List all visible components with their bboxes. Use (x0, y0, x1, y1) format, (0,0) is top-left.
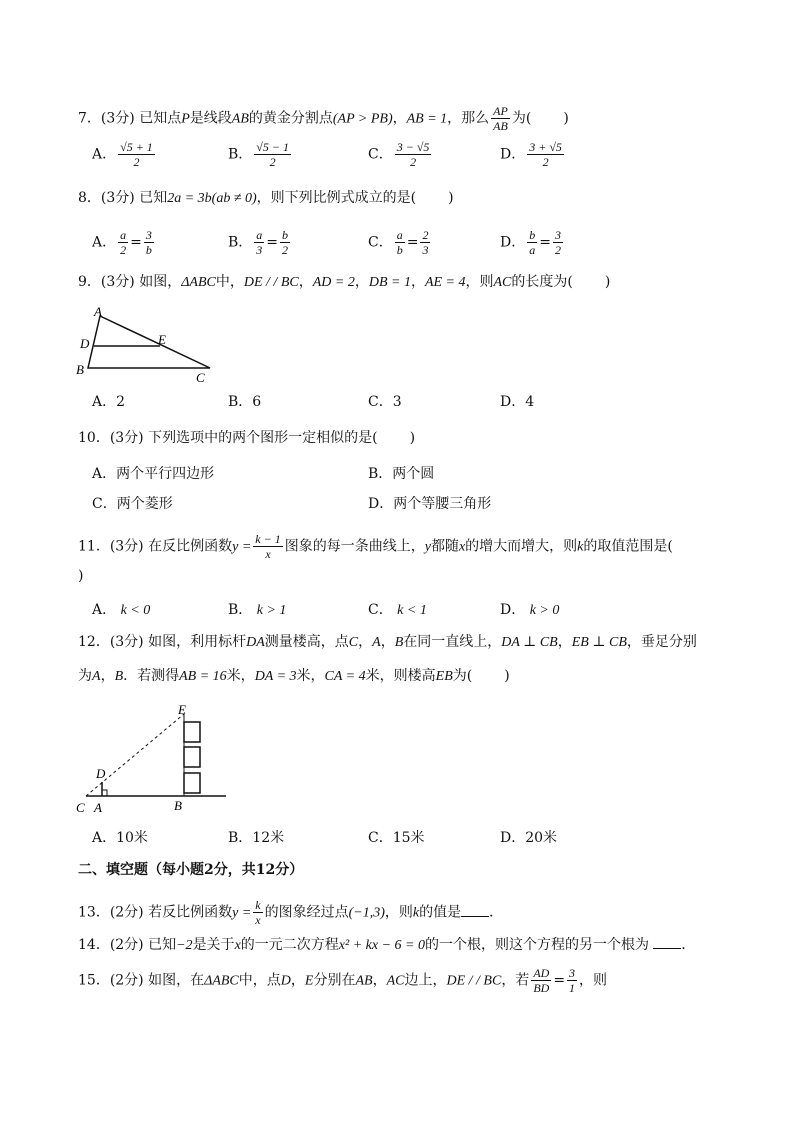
q12-perp1: DA ⊥ CB (501, 635, 558, 650)
q8-num: b (282, 228, 289, 242)
q8-num: b (529, 228, 536, 242)
q12-a2: A (92, 669, 101, 684)
q9-label-c: C (196, 370, 205, 385)
q8-num: a (120, 228, 127, 242)
q12-label-d: D (96, 766, 106, 781)
q12-m1: 米， (226, 668, 255, 684)
q12-l2-prefix: 为 (78, 668, 92, 684)
q7-condition: (AP > PB) (332, 111, 393, 127)
q7-option-c[interactable] (368, 140, 433, 169)
q12-da: DA (246, 635, 265, 650)
q7-text2: 的黄金分割点 (248, 110, 333, 127)
q8-option-a[interactable]: A． $\frac{a}{2}$ = $\frac{3}{b}$ (92, 228, 152, 257)
question-15: 15．(2分) 如图，在ΔABC中，点D，E分别在AB，AC边上，DE / / BC，若 $\frac{AD}{BD}$ = $\frac{3}{1}$ ，则 (78, 966, 608, 995)
q12-prefix: 12．(3分) 如图，利用标杆 (78, 634, 247, 650)
q11-fraction (253, 532, 282, 561)
q8-prefix: 8．(3分) 已知 (78, 190, 168, 206)
question-11-stem (78, 532, 673, 561)
q11-opt-letter: B． (228, 602, 253, 618)
q9-triangle-figure (74, 300, 224, 386)
q12-option-c[interactable]: C．15米 (368, 830, 425, 846)
q9-mid: 中， (215, 274, 244, 290)
q13-point: (−1,3) (348, 905, 385, 921)
q7-opt-frac (395, 140, 432, 169)
q8-den: 2 (282, 243, 289, 257)
q12-building-figure (72, 700, 232, 820)
q13-fraction (253, 898, 262, 927)
q15-num: AD (533, 966, 550, 980)
q13-y: y = (232, 905, 252, 921)
q8-den: a (529, 243, 536, 257)
q12-b: B (394, 635, 404, 650)
q13-tail: 的值是 (419, 904, 462, 921)
q10-stem-text: 10．(3分) 下列选项中的两个图形一定相似的是( (78, 430, 378, 446)
q14-mid: 是关于 (192, 937, 235, 953)
q11-opt-letter: D． (500, 602, 526, 618)
q15-triangle: ΔABC (204, 973, 239, 989)
q9-ac: AC (493, 275, 512, 290)
q7-frac-den: AB (493, 119, 508, 133)
q12-sight-line (86, 714, 184, 796)
q9-prefix: 9．(3分) 如图， (78, 274, 182, 290)
q8-den: 3 (422, 243, 429, 257)
q13-end: ． (489, 904, 504, 921)
q7-option-a[interactable] (92, 140, 157, 169)
q7-opt-num: 3 + √5 (529, 140, 562, 154)
q9-close: ) (604, 274, 611, 290)
q15-mid4: ，若 (501, 972, 530, 989)
question-12-line1: 12．(3分) 如图，利用标杆DA测量楼高，点C，A，B在同一直线上，DA ⊥ CB，EB ⊥ CB，垂足分别 (78, 634, 697, 650)
q12-window-3 (184, 773, 200, 793)
q12-close: ) (504, 668, 510, 684)
q8-opt-rfrac (280, 228, 290, 257)
q15-tail: ，则 (579, 972, 608, 989)
q8-tail: ，则下列比例式成立的是( (256, 190, 417, 206)
q11-opt-math: k > 1 (256, 603, 287, 618)
q8-den: 2 (554, 243, 561, 257)
q13-num: k (255, 898, 261, 912)
q12-l1a: 测量楼高，点 (264, 634, 349, 650)
q7-tail: 为( (511, 110, 532, 127)
q9-ae: AE = 4 (424, 275, 466, 290)
q7-opt-den: 2 (269, 155, 276, 169)
question-14 (78, 934, 695, 956)
q12-window-2 (184, 747, 200, 767)
q14-equation: x² + kx − 6 = 0 (338, 938, 425, 953)
question-7-stem: 7．(3分) 已知点P是线段AB的黄金分割点(AP > PB)，AB = 1，那么 $\frac{AP}{AB}$ 为( ) (78, 104, 569, 133)
q12-option-b[interactable]: B．12米 (228, 830, 285, 846)
q8-den: b (396, 243, 403, 257)
q8-num: a (396, 228, 403, 242)
q13-kv: k (412, 905, 420, 921)
q15-prefix: 15．(2分) 如图，在 (78, 972, 205, 989)
q7-prefix: 7．(3分) 已知点 (78, 110, 182, 127)
q8-expr: 2a = 3b(ab ≠ 0) (167, 191, 257, 206)
q8-den: 2 (120, 243, 127, 257)
q11-y: y = (232, 539, 252, 555)
q11-yv: y (424, 539, 431, 555)
q7-segment: AB (231, 111, 249, 127)
q15-rden: 1 (569, 981, 576, 995)
q11-opt-math: k < 0 (120, 603, 151, 618)
q7-opt-letter: A． (92, 146, 117, 163)
q14-val: −2 (176, 938, 193, 953)
q12-ab16: AB = 16 (179, 669, 227, 684)
q11-kv: k (577, 539, 584, 555)
q7-opt-den: 2 (542, 155, 549, 169)
q8-num: 3 (554, 228, 561, 242)
q9-option-a[interactable]: A．2 (92, 394, 126, 410)
q15-mid2: 分别在 (313, 972, 356, 989)
q15-e: E (304, 973, 314, 989)
q14-prefix: 14．(2分) 已知 (78, 937, 177, 953)
q13-mid2: ，则 (384, 904, 413, 921)
q11-opt-math: k < 1 (397, 603, 427, 618)
q9-option-b[interactable]: B．6 (228, 394, 262, 410)
q10-option-b[interactable]: B．两个圆 (368, 466, 435, 482)
q9-option-c[interactable]: C．3 (368, 394, 402, 410)
q12-ca4: CA = 4 (324, 669, 366, 684)
q11-opt-math: k > 0 (529, 603, 560, 618)
q12-window-1 (184, 722, 200, 742)
q15-mid: 中，点 (238, 972, 281, 989)
q9-db: DB = 1 (368, 275, 411, 290)
q9-ad: AD = 2 (312, 275, 355, 290)
q12-label-e: E (178, 702, 186, 717)
q7-opt-letter: C． (368, 146, 393, 163)
q8-opt-letter: A． (92, 234, 117, 251)
q7-frac-num: AP (493, 104, 508, 118)
q14-tail: 的一个根，则这个方程的另一个根为 (424, 937, 649, 953)
q8-opt-rfrac (420, 228, 430, 257)
q7-opt-frac (527, 140, 564, 169)
q7-fraction (491, 104, 510, 133)
q9-option-d[interactable]: D．4 (500, 394, 535, 410)
q8-num: 2 (422, 228, 429, 242)
q11-close: ) (78, 568, 84, 584)
q15-d: D (280, 973, 291, 989)
q11-mid2: 都随 (430, 538, 459, 555)
q7-ab-value: AB = 1 (406, 111, 448, 127)
q8-opt-letter: D． (500, 234, 526, 251)
q12-perp2: EB ⊥ CB (571, 635, 627, 650)
q8-opt-lfrac (527, 228, 537, 257)
q12-c: C (348, 635, 359, 650)
q10-option-d[interactable]: D．两个等腰三角形 (368, 496, 492, 512)
q7-point-p: P (181, 111, 190, 127)
q8-opt-lfrac (395, 228, 405, 257)
q11-frac-den: x (265, 547, 271, 561)
question-8-stem (78, 188, 454, 209)
q12-option-a[interactable]: A．10米 (92, 830, 148, 846)
q7-option-d[interactable] (500, 140, 566, 169)
question-12-line2: 为A，B．若测得AB = 16米，DA = 3米，CA = 4米，则楼高EB为( ) (78, 668, 510, 684)
q12-tail: 为( (452, 668, 473, 684)
q7-opt-den: 2 (410, 155, 417, 169)
q7-opt-frac (118, 140, 155, 169)
q8-close: ) (448, 190, 454, 206)
q8-opt-lfrac (254, 228, 264, 257)
q11-option-b[interactable] (228, 600, 286, 621)
q15-fraction-right (567, 966, 577, 995)
q7-close: ) (563, 110, 569, 127)
q9-label-b: B (76, 362, 84, 377)
q12-eb: EB (435, 669, 453, 684)
q13-den: x (255, 913, 261, 927)
q10-option-a[interactable]: A．两个平行四边形 (92, 466, 215, 482)
q12-m3: 米，则楼高 (365, 668, 436, 684)
q14-mid2: 的一元二次方程 (240, 937, 339, 953)
q7-opt-num: √5 − 1 (256, 140, 289, 154)
q12-label-a: A (94, 800, 102, 815)
q12-l1c: ，垂足分别 (626, 634, 697, 650)
q9-tail2: 的长度为( (511, 274, 573, 290)
q8-option-c[interactable]: C． $\frac{a}{b}$ = $\frac{2}{3}$ (368, 228, 429, 257)
q11-mid: 图象的每一条曲线上， (284, 538, 425, 555)
q8-opt-rfrac (144, 228, 154, 257)
q8-den: b (145, 243, 152, 257)
q15-ac: AC (386, 973, 405, 989)
q12-a: A (372, 635, 381, 650)
q9-label-a: A (94, 304, 102, 319)
q9-triangle: ΔABC (181, 275, 216, 290)
q7-opt-frac (254, 140, 291, 169)
q9-label-e: E (158, 332, 166, 347)
section-2-heading: 二、填空题（每小题2分，共12分） (78, 862, 304, 878)
q7-text: 是线段 (189, 110, 232, 127)
q9-label-d: D (80, 336, 90, 351)
q11-option-d[interactable] (500, 600, 559, 621)
q12-label-b: B (174, 798, 182, 813)
q9-triangle-lines (88, 316, 210, 368)
q13-prefix: 13．(2分) 若反比例函数 (78, 904, 233, 921)
q12-option-d[interactable]: D．20米 (500, 830, 558, 846)
q11-prefix: 11．(3分) 在反比例函数 (78, 538, 233, 555)
q11-mid3: 的增大而增大，则 (465, 538, 578, 555)
question-10-stem (78, 428, 415, 448)
q8-option-b[interactable]: B． $\frac{a}{3}$ = $\frac{b}{2}$ (228, 228, 289, 257)
q7-opt-num: 3 − √5 (396, 140, 430, 154)
q11-option-a[interactable] (92, 600, 150, 621)
q15-ab: AB (355, 973, 373, 989)
q15-fraction-left (531, 966, 551, 995)
q9-parallel: DE / / BC (243, 275, 299, 290)
q8-den: 3 (256, 243, 263, 257)
q13-answer-blank[interactable] (461, 902, 489, 917)
q8-num: a (256, 228, 263, 242)
q12-l2a: ．若测得 (123, 668, 180, 684)
q7-then: ，那么 (447, 110, 490, 127)
q14-xv: x (234, 938, 241, 953)
q8-num: 3 (145, 228, 152, 242)
q14-answer-blank[interactable] (653, 934, 681, 949)
q11-opt-letter: C． (368, 602, 393, 618)
q11-xv: x (458, 539, 466, 555)
q11-frac-num: k − 1 (255, 532, 281, 546)
q11-opt-letter: A． (92, 602, 117, 618)
q14-end: ． (681, 937, 696, 953)
q7-opt-letter: D． (500, 146, 526, 163)
q12-b2: B (114, 669, 124, 684)
q7-opt-letter: B． (228, 146, 253, 163)
q12-label-c: C (76, 800, 85, 815)
q11-option-c[interactable] (368, 600, 427, 621)
q8-opt-lfrac (118, 228, 128, 257)
q15-eq: = (553, 972, 566, 989)
q10-option-c[interactable]: C．两个菱形 (92, 496, 173, 512)
q13-mid: 的图象经过点 (264, 904, 349, 921)
q15-parallel: DE / / BC (446, 973, 502, 989)
q12-l1b: 在同一直线上， (403, 634, 502, 650)
question-9-stem: 9．(3分) 如图，ΔABC中，DE / / BC，AD = 2，DB = 1，AE = 4，则AC的长度为( ) (78, 274, 611, 290)
q8-opt-letter: B． (228, 234, 253, 251)
q8-opt-rfrac (553, 228, 563, 257)
q8-opt-letter: C． (368, 234, 393, 251)
q9-tail1: ，则 (465, 274, 494, 290)
q10-close: ) (409, 430, 416, 446)
q15-rnum: 3 (569, 966, 576, 980)
q15-mid3: 边上， (404, 972, 447, 989)
q12-da3: DA = 3 (254, 669, 297, 684)
q12-m2: 米， (296, 668, 325, 684)
q7-option-b[interactable] (228, 140, 293, 169)
question-13 (78, 898, 503, 927)
q8-option-d[interactable]: D． $\frac{b}{a}$ = $\frac{3}{2}$ (500, 228, 561, 257)
q7-opt-den: 2 (133, 155, 140, 169)
q15-den: BD (533, 981, 550, 995)
q11-tail: 的取值范围是( (583, 538, 673, 555)
q7-opt-num: √5 + 1 (120, 140, 153, 154)
